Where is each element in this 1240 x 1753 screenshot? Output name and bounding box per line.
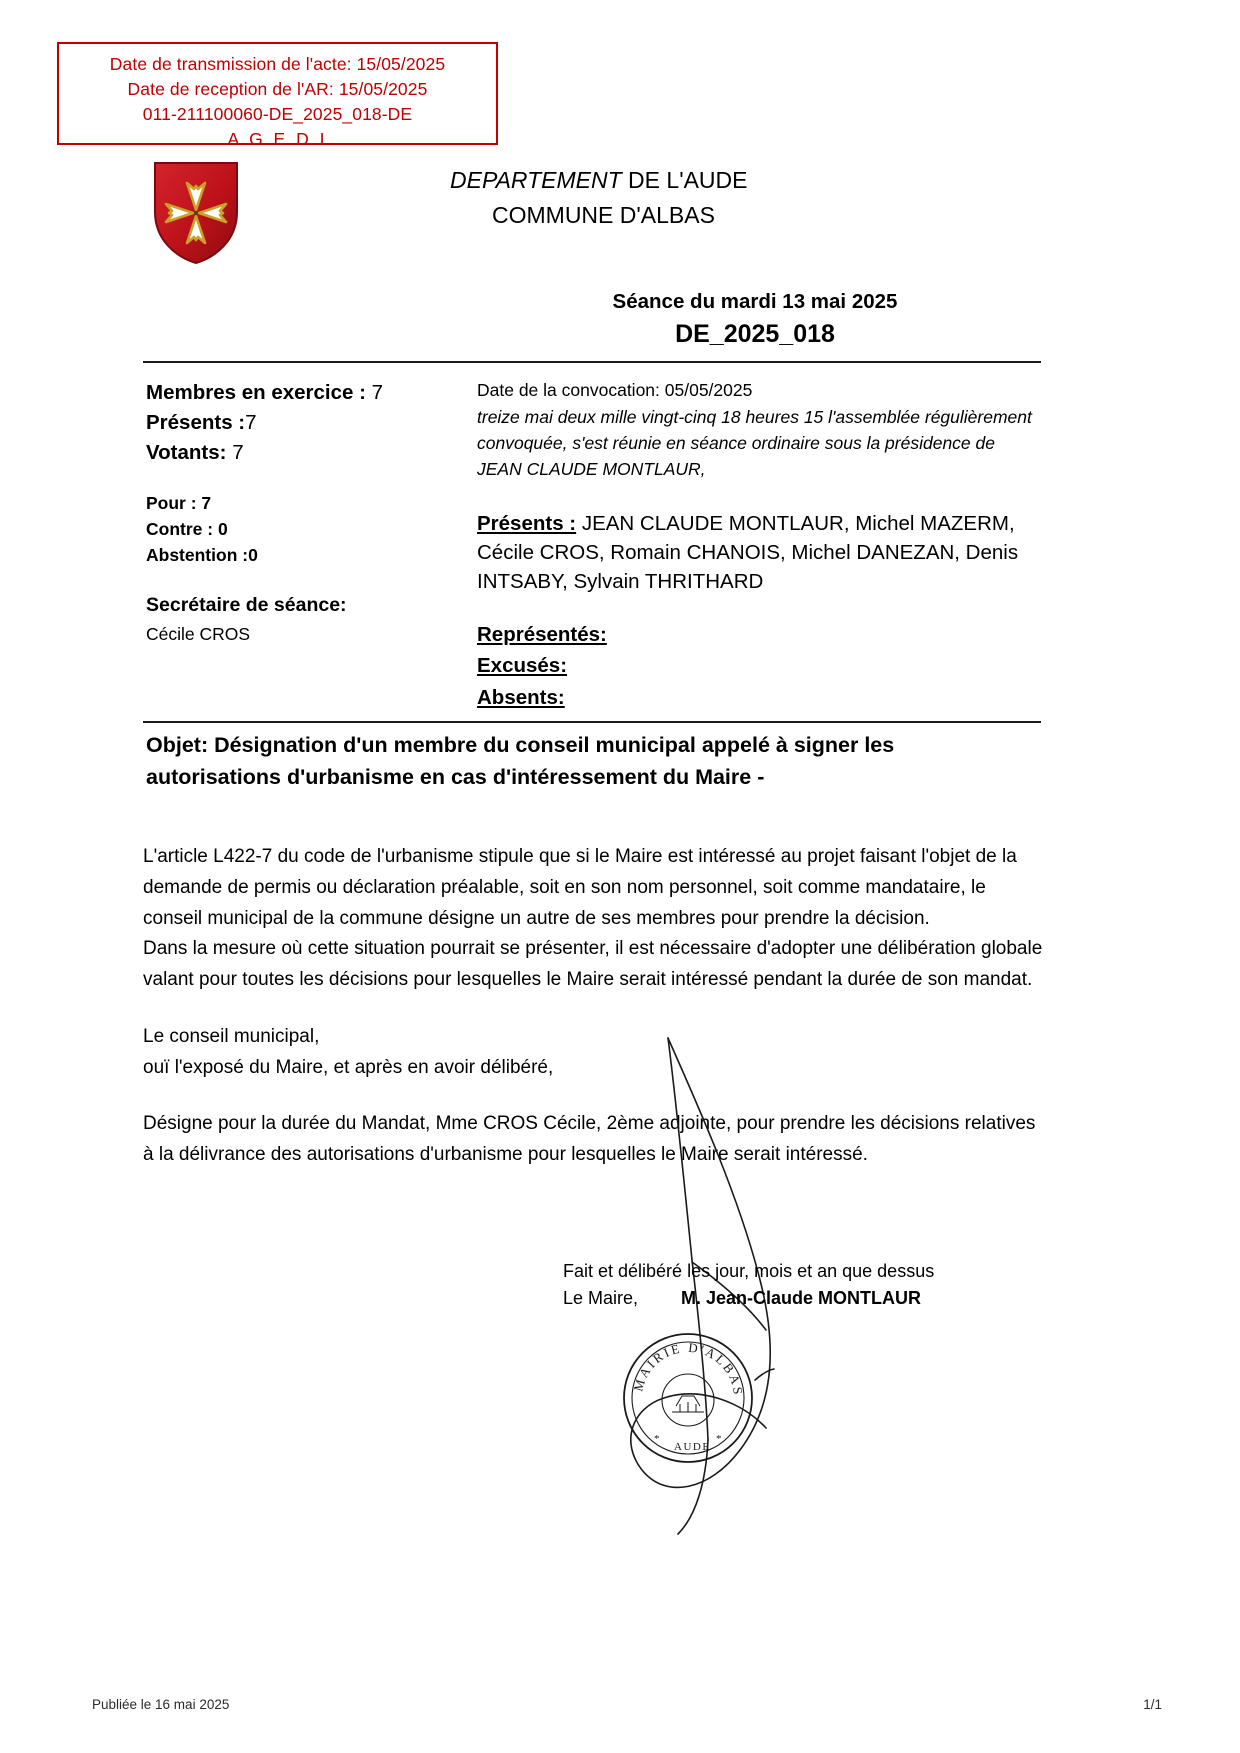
votants-value: 7	[232, 440, 244, 464]
department-line	[450, 163, 1010, 198]
svg-text:AUDE: AUDE	[674, 1441, 711, 1453]
membres-value: 7	[371, 381, 384, 404]
presents-count-value: 7	[245, 410, 257, 434]
transmission-stamp	[57, 42, 498, 149]
department-word: DEPARTEMENT	[450, 167, 622, 193]
absents-label: Absents:	[477, 686, 565, 709]
secretaire-name: Cécile CROS	[146, 623, 251, 644]
convocation-body: treize mai deux mille vingt-cinq 18 heures 15 l'assemblée régulièrement convoquée, s'est réunie en séance ordinaire sous la présidence de JEAN CLAUDE MONTLAUR,	[477, 406, 1032, 480]
vote-abstention: Abstention :0	[146, 545, 258, 566]
presents-count-row	[146, 408, 456, 438]
department-header	[450, 163, 1010, 233]
presents-count-label: Présents :	[146, 410, 246, 434]
department-suffix: DE L'AUDE	[621, 167, 748, 193]
representes-label: Représentés:	[477, 622, 607, 646]
membres-en-exercice-row	[146, 378, 456, 408]
body-paragraph-4: ouï l'exposé du Maire, et après en avoir délibéré,	[143, 1056, 554, 1078]
svg-text:*: *	[654, 1433, 660, 1445]
signature-block	[563, 1258, 1043, 1312]
divider-top	[143, 361, 1041, 363]
seance-date: Séance du mardi 13 mai 2025	[612, 290, 898, 313]
convocation-date: Date de la convocation: 05/05/2025	[477, 380, 753, 400]
signature-fait-line: Fait et délibéré les jour, mois et an que dessus	[563, 1261, 935, 1281]
excuses-label: Excusés:	[477, 654, 568, 678]
attendance-counts	[146, 378, 456, 468]
svg-text:*: *	[716, 1433, 722, 1445]
footer-published-date: Publiée le 16 mai 2025	[92, 1697, 230, 1712]
stamp-transmission-date: Date de transmission de l'acte: 15/05/2025	[109, 54, 446, 74]
seance-reference: DE_2025_018	[675, 320, 835, 348]
body-spacer-2	[143, 1083, 1048, 1109]
absence-labels	[477, 620, 1042, 713]
svg-text:MAIRIE D'ALBAS: MAIRIE D'ALBAS	[630, 1339, 747, 1398]
votants-row	[146, 438, 456, 468]
body-paragraph-1: L'article L422-7 du code de l'urbanisme stipule que si le Maire est intéressé au projet faisant l'objet de la demande de permis ou déclaration préalable, soit en son nom personnel, soit comme mandataire, le conseil municipal de la commune désigne un autre de ses membres pour prendre la décision.	[143, 846, 1017, 929]
commune-crest-icon	[152, 160, 240, 265]
membres-label: Membres en exercice :	[146, 381, 372, 404]
secretaire-label: Secrétaire de séance:	[146, 593, 347, 616]
secretaire-block	[146, 591, 456, 648]
body-paragraph-2: Dans la mesure où cette situation pourrait se présenter, il est nécessaire d'adopter une délibération globale valant pour toutes les décisions pour lesquelles le Maire serait intéressé pendant la durée de son mandat.	[143, 938, 1043, 991]
objet-heading: Objet: Désignation d'un membre du conseil municipal appelé à signer les autorisations d'urbanisme en cas d'intéressement du Maire -	[146, 733, 895, 789]
body-paragraph-3: Le conseil municipal,	[143, 1025, 320, 1047]
stamp-act-reference: 011-211100060-DE_2025_018-DE	[142, 103, 413, 124]
presents-list-names: JEAN CLAUDE MONTLAUR, Michel MAZERM, Cécile CROS, Romain CHANOIS, Michel DANEZAN, Denis INTSABY, Sylvain THRITHARD	[477, 511, 1019, 593]
body-spacer-1	[143, 996, 1048, 1022]
signature-maire-name: M. Jean-Claude MONTLAUR	[681, 1288, 922, 1308]
signature-maire-row	[563, 1285, 1043, 1312]
divider-objet	[143, 721, 1041, 723]
stamp-reception-date: Date de reception de l'AR: 15/05/2025	[127, 78, 428, 99]
signature-maire-label: Le Maire,	[563, 1288, 639, 1308]
deliberation-body	[143, 842, 1048, 1171]
body-paragraph-5: Désigne pour la durée du Mandat, Mme CROS Cécile, 2ème adjointe, pour prendre les décisions relatives à la délivrance des autorisations d'urbanisme pour lesquelles le Maire serait intéressé.	[143, 1113, 1036, 1166]
vote-contre: Contre : 0	[146, 519, 228, 540]
stamp-agedi-label: A G E D I	[227, 128, 328, 149]
vote-pour: Pour : 7	[146, 492, 212, 513]
votants-label: Votants:	[146, 440, 233, 464]
meta-right-column	[477, 378, 1042, 715]
vote-results	[146, 490, 456, 569]
presents-list-label: Présents :	[477, 511, 577, 535]
presents-list	[477, 509, 1042, 596]
commune-line: COMMUNE D'ALBAS	[492, 201, 715, 228]
footer-page-number: 1/1	[1143, 1697, 1162, 1712]
meta-left-column	[146, 378, 456, 648]
seance-title-block	[470, 290, 1040, 349]
